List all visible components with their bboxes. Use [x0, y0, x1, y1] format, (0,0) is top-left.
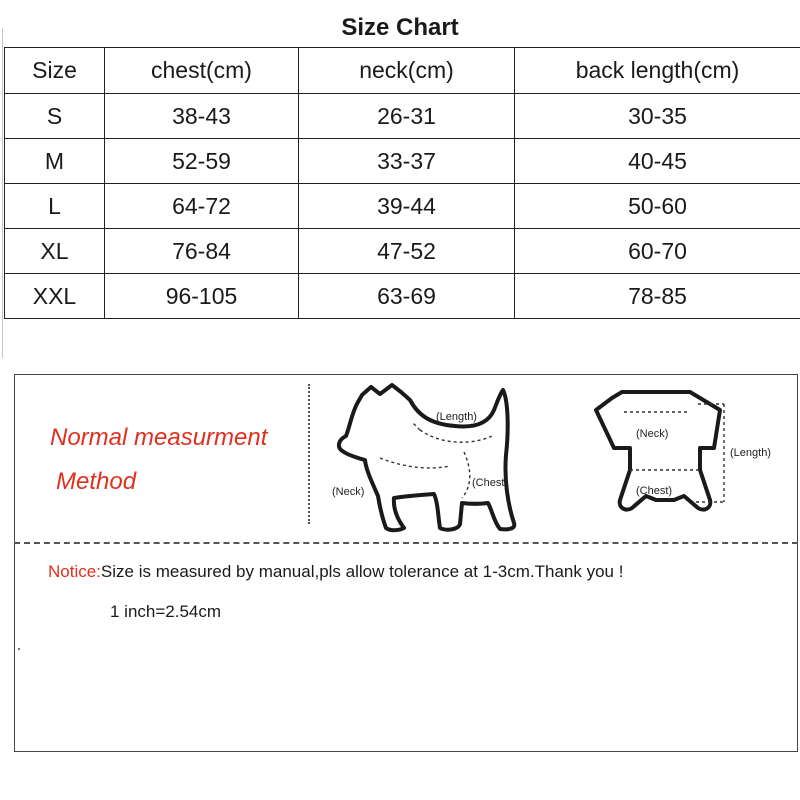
back-length-cell: 60-70	[515, 229, 800, 274]
inch-conversion: 1 inch=2.54cm	[110, 602, 222, 621]
chest-cell: 52-59	[105, 139, 299, 184]
neck-cell: 39-44	[299, 184, 515, 229]
stray-dot	[18, 648, 20, 650]
header-cell: back length(cm)	[515, 48, 800, 94]
dog-chest-label: (Chest)	[472, 477, 509, 489]
size-cell: XL	[5, 229, 105, 274]
method-heading-line2: Method	[56, 468, 137, 495]
size-cell: M	[5, 139, 105, 184]
neck-cell: 26-31	[299, 94, 515, 139]
size-cell: L	[5, 184, 105, 229]
back-length-cell: 30-35	[515, 94, 800, 139]
neck-cell: 33-37	[299, 139, 515, 184]
dog-neck-label: (Neck)	[332, 486, 365, 498]
back-length-cell: 78-85	[515, 274, 800, 319]
notice-text: Size is measured by manual,pls allow tolerance at 1-3cm.Thank you !	[100, 562, 624, 581]
method-heading-line1: Normal measurment	[50, 424, 268, 451]
back-length-cell: 50-60	[515, 184, 800, 229]
garment-chest-label: (Chest)	[636, 485, 673, 497]
chest-cell: 76-84	[105, 229, 299, 274]
chest-cell: 38-43	[105, 94, 299, 139]
size-cell: XXL	[5, 274, 105, 319]
size-cell: S	[5, 94, 105, 139]
header-cell: Size	[5, 48, 105, 94]
header-cell: neck(cm)	[299, 48, 515, 94]
garment-neck-label: (Neck)	[636, 428, 669, 440]
header-cell: chest(cm)	[105, 48, 299, 94]
chart-title: Size Chart	[341, 14, 459, 41]
dog-measure-icon	[339, 385, 514, 530]
garment-length-label: (Length)	[730, 447, 771, 459]
chest-cell: 96-105	[105, 274, 299, 319]
notice-label: Notice:	[48, 562, 101, 581]
neck-cell: 63-69	[299, 274, 515, 319]
dog-length-label: (Length)	[436, 411, 477, 423]
chest-cell: 64-72	[105, 184, 299, 229]
notice-line	[48, 562, 623, 582]
back-length-cell: 40-45	[515, 139, 800, 184]
neck-cell: 47-52	[299, 229, 515, 274]
